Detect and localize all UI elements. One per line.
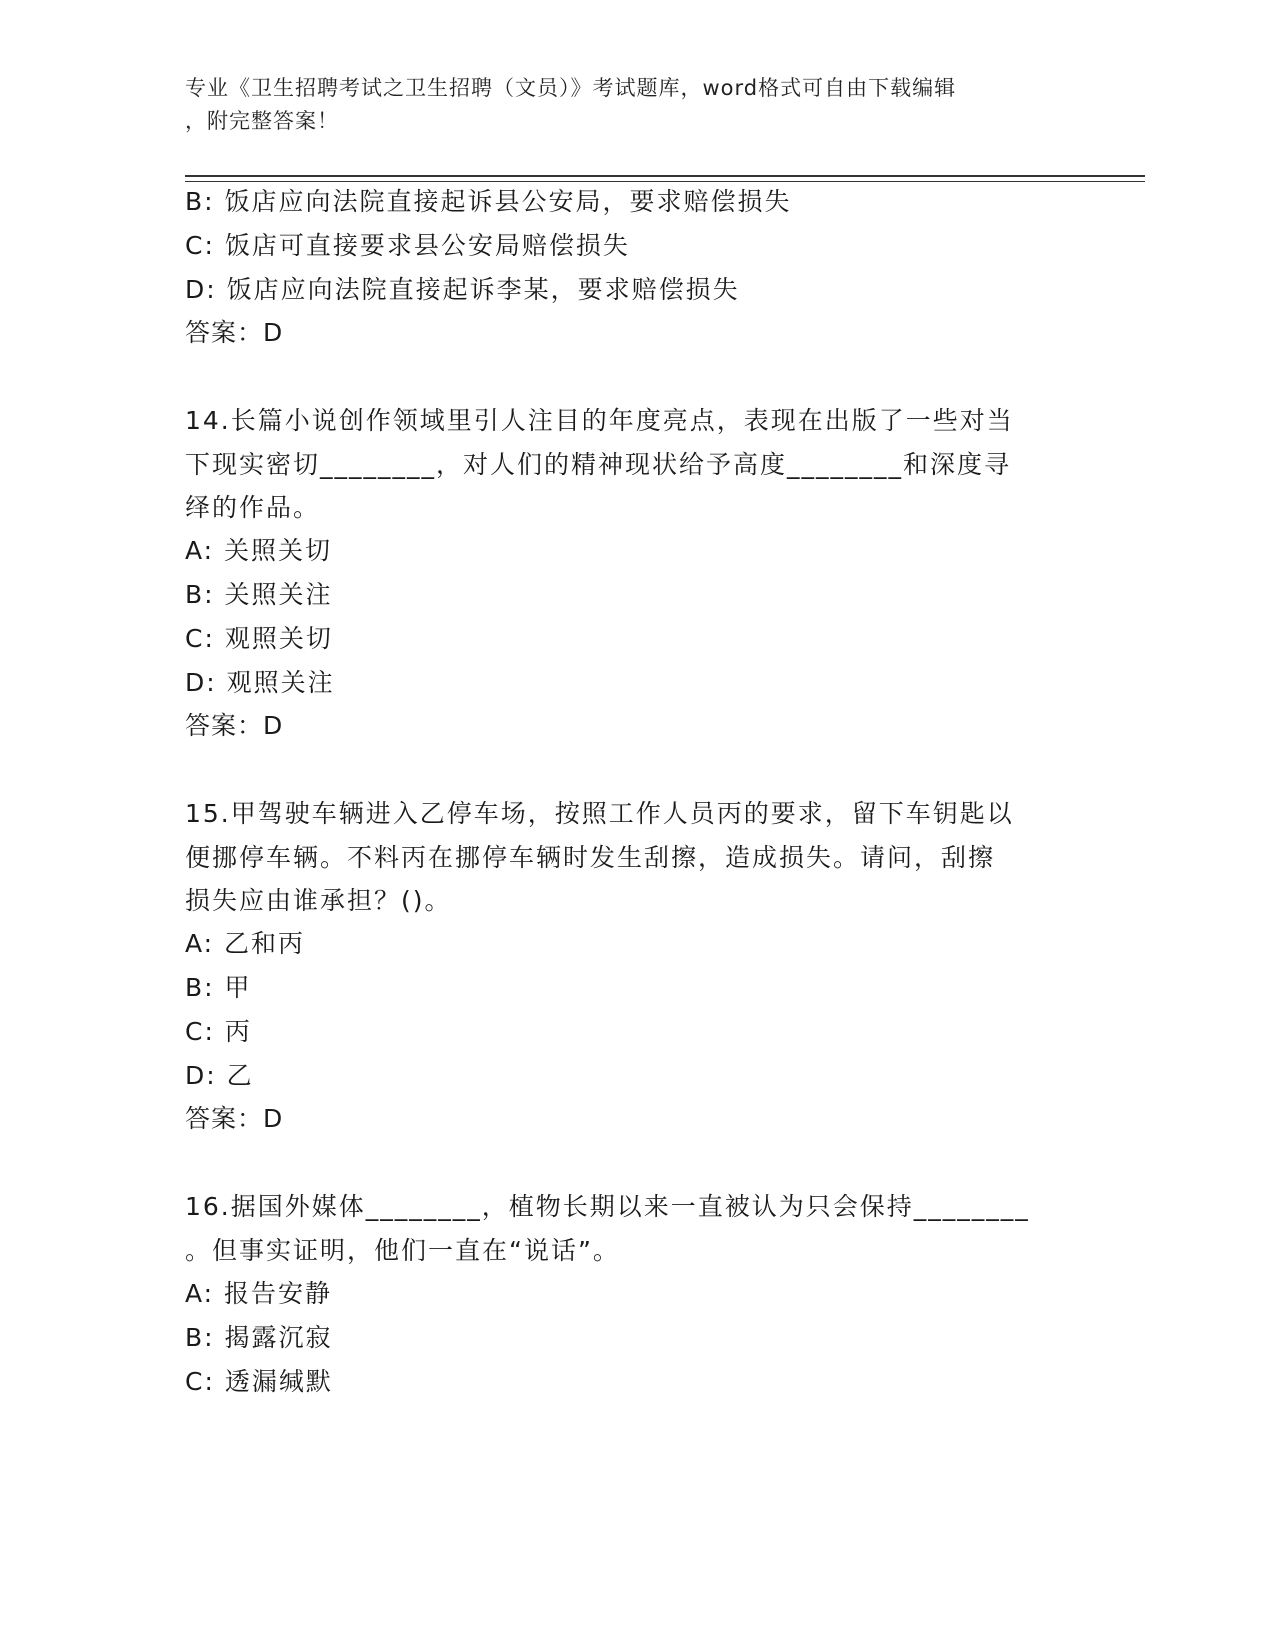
prev-option-d: D: 饭店应向法院直接起诉李某，要求赔偿损失 (185, 275, 740, 304)
q15-option-d: D: 乙 (185, 1061, 254, 1090)
q15-option-c: C: 丙 (185, 1017, 252, 1046)
document-header (185, 72, 1085, 138)
header-line-2: ，附完整答案！ (185, 109, 339, 133)
q15-text-line-1: 15.甲驾驶车辆进入乙停车场，按照工作人员丙的要求，留下车钥匙以 (185, 799, 1014, 828)
q15-text-line-3: 损失应由谁承担？()。 (185, 886, 452, 915)
prev-option-b: B: 饭店应向法院直接起诉县公安局，要求赔偿损失 (185, 187, 792, 216)
prev-option-c: C: 饭店可直接要求县公安局赔偿损失 (185, 231, 630, 260)
q16-option-b: B: 揭露沉寂 (185, 1323, 333, 1352)
q14-text-line-3: 绎的作品。 (185, 493, 321, 522)
q15-text-line-2: 便挪停车辆。不料丙在挪停车辆时发生刮擦，造成损失。请问，刮擦 (185, 843, 996, 872)
q15-option-b: B: 甲 (185, 973, 252, 1002)
q15-answer: 答案：D (185, 1104, 284, 1133)
header-divider-thick (185, 175, 1145, 177)
q14-option-d: D: 观照关注 (185, 668, 335, 697)
q16-text-line-1: 16.据国外媒体________，植物长期以来一直被认为只会保持________ (185, 1192, 1030, 1221)
q16-option-c: C: 透漏缄默 (185, 1367, 333, 1396)
q14-option-c: C: 观照关切 (185, 624, 333, 653)
q14-text-line-2: 下现实密切________，对人们的精神现状给予高度________和深度寻 (185, 450, 1012, 479)
q15-option-a: A: 乙和丙 (185, 929, 306, 958)
prev-answer: 答案：D (185, 318, 284, 347)
q14-answer: 答案：D (185, 711, 284, 740)
header-line-1: 专业《卫生招聘考试之卫生招聘（文员）》考试题库，word格式可自由下载编辑 (185, 76, 957, 100)
header-divider-thin (185, 181, 1145, 182)
q14-option-a: A: 关照关切 (185, 536, 333, 565)
q14-text-line-1: 14.长篇小说创作领域里引人注目的年度亮点，表现在出版了一些对当 (185, 406, 1014, 435)
q16-text-line-2: 。但事实证明，他们一直在“说话”。 (185, 1236, 620, 1265)
q14-option-b: B: 关照关注 (185, 580, 333, 609)
q16-option-a: A: 报告安静 (185, 1279, 333, 1308)
